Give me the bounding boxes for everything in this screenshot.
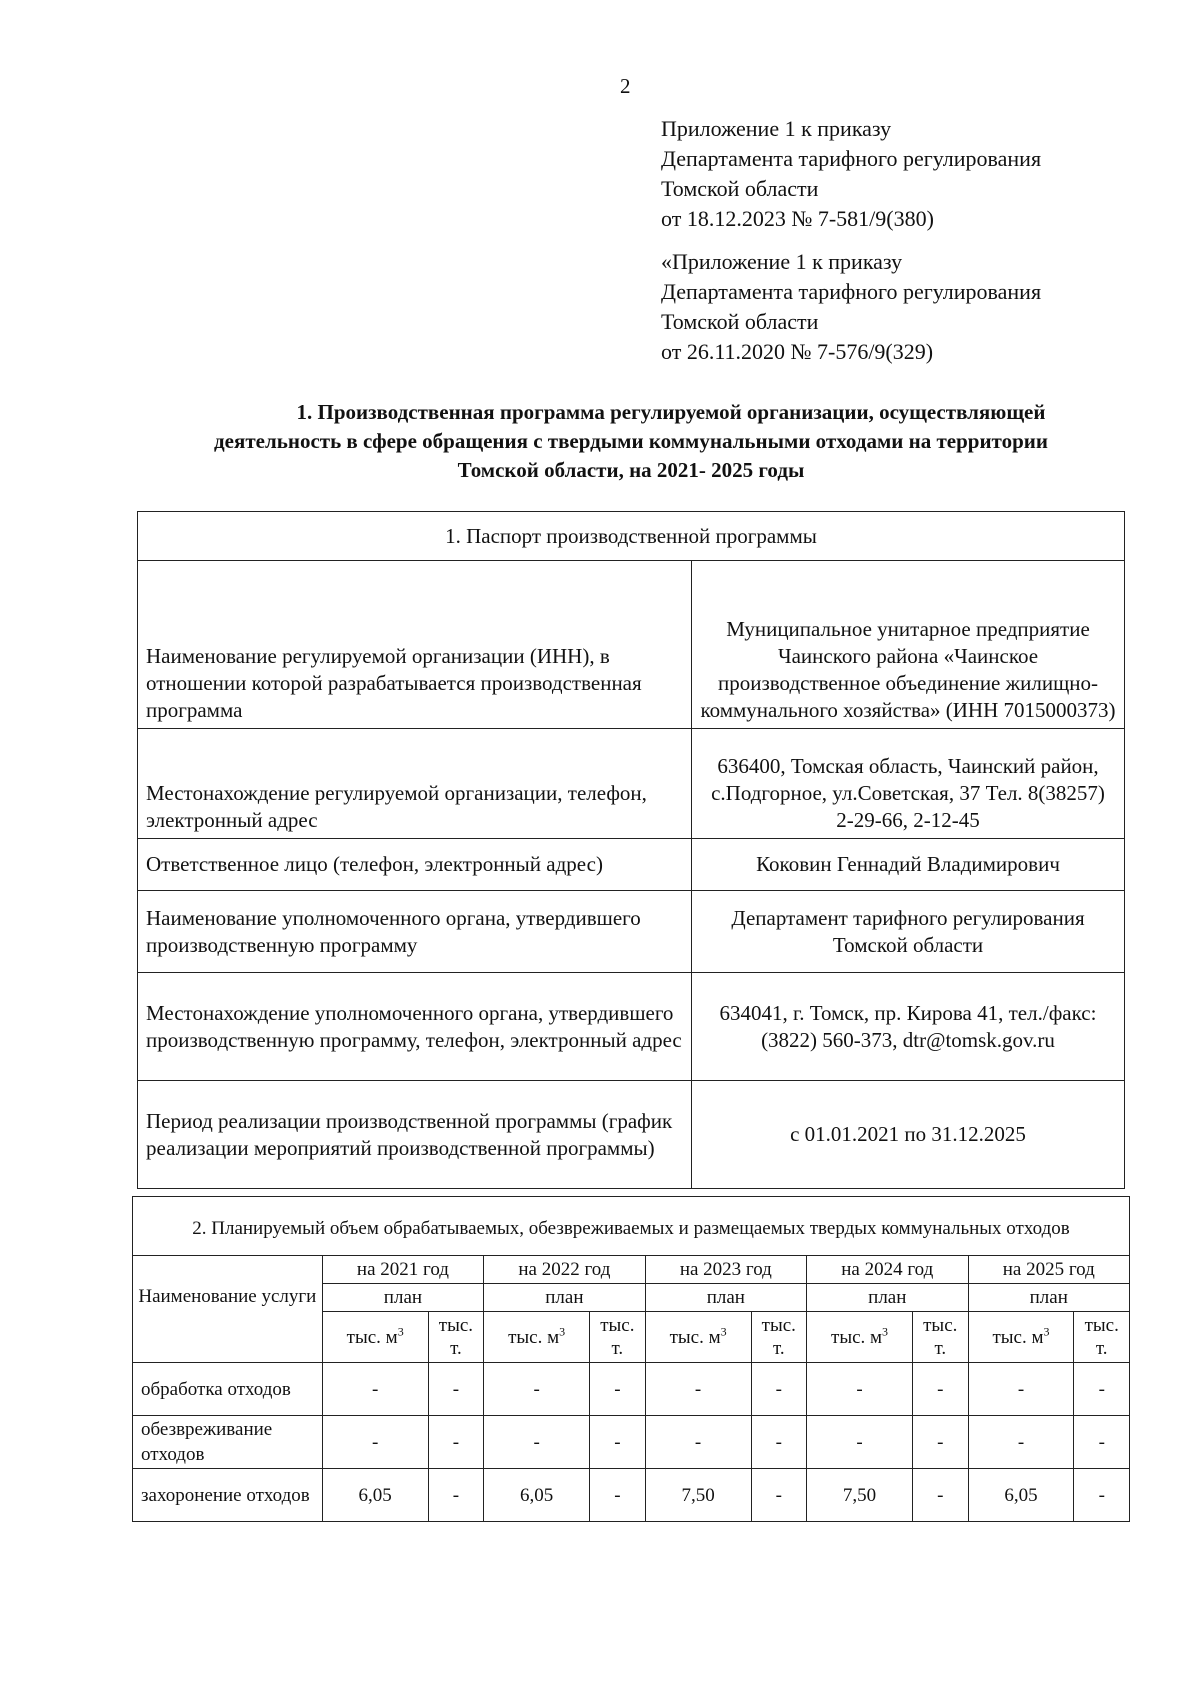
passport-header: 1. Паспорт производственной программы: [138, 512, 1125, 561]
volume-cell: -: [484, 1416, 590, 1469]
section-title-line: 1. Производственная программа регулируемой организации, осуществляющей: [296, 400, 1046, 424]
passport-label: Период реализации производственной программы (график реализации мероприятий производственной программы): [138, 1081, 692, 1189]
volume-cell: 6,05: [484, 1469, 590, 1522]
unit-header-m3: [484, 1312, 590, 1363]
section-title: [136, 398, 1126, 485]
appendix-line: Томской области: [661, 309, 819, 334]
plan-header: план: [645, 1284, 806, 1312]
unit-m3-superscript: 3: [720, 1324, 727, 1339]
unit-header-t: тыс. т.: [1074, 1312, 1130, 1363]
appendix-original-order: [661, 247, 1121, 367]
passport-row: [138, 891, 1125, 973]
volumes-table: [132, 1196, 1130, 1522]
passport-label: Местонахождение регулируемой организации, телефон, электронный адрес: [138, 729, 692, 839]
unit-m3-superscript: 3: [559, 1324, 566, 1339]
volume-cell: -: [751, 1469, 807, 1522]
unit-header-t: тыс. т.: [428, 1312, 484, 1363]
volume-cell: 6,05: [322, 1469, 428, 1522]
volume-cell: -: [1074, 1469, 1130, 1522]
appendix-line: Департамента тарифного регулирования: [661, 146, 1042, 171]
table-row: [133, 1469, 1130, 1522]
passport-label: Наименование регулируемой организации (ИНН), в отношении которой разрабатывается производственная программа: [138, 561, 692, 729]
appendix-line: от 26.11.2020 № 7-576/9(329): [661, 339, 934, 364]
unit-m3-superscript: 3: [397, 1324, 404, 1339]
unit-m3-label: тыс. м: [831, 1326, 883, 1348]
volume-cell: -: [322, 1363, 428, 1416]
passport-row: [138, 1081, 1125, 1189]
passport-row: [138, 561, 1125, 729]
appendix-line: от 18.12.2023 № 7-581/9(380): [661, 206, 934, 231]
volume-cell: 7,50: [645, 1469, 751, 1522]
year-header: на 2022 год: [484, 1256, 645, 1284]
service-name: обработка отходов: [133, 1363, 323, 1416]
year-header: на 2024 год: [807, 1256, 968, 1284]
passport-value: 634041, г. Томск, пр. Кирова 41, тел./факс: (3822) 560-373, dtr@tomsk.gov.ru: [692, 973, 1125, 1081]
volume-cell: -: [807, 1363, 913, 1416]
passport-table: [137, 511, 1125, 1189]
passport-row: [138, 729, 1125, 839]
passport-label: Наименование уполномоченного органа, утвердившего производственную программу: [138, 891, 692, 973]
volume-cell: 7,50: [807, 1469, 913, 1522]
unit-header-t: тыс. т.: [751, 1312, 807, 1363]
page-number: 2: [620, 74, 631, 98]
service-name-header: Наименование услуги: [133, 1256, 323, 1363]
plan-header: план: [807, 1284, 968, 1312]
service-name: обезвреживание отходов: [133, 1416, 323, 1469]
passport-row: [138, 839, 1125, 891]
appendix-line: «Приложение 1 к приказу: [661, 249, 903, 274]
passport-label: Ответственное лицо (телефон, электронный адрес): [138, 839, 692, 891]
volume-cell: -: [428, 1469, 484, 1522]
passport-value: с 01.01.2021 по 31.12.2025: [692, 1081, 1125, 1189]
unit-m3-label: тыс. м: [508, 1326, 560, 1348]
unit-header-t: тыс. т.: [913, 1312, 969, 1363]
year-header: на 2025 год: [968, 1256, 1129, 1284]
passport-value: 636400, Томская область, Чаинский район, с.Подгорное, ул.Советская, 37 Тел. 8(38257) 2-29-66, 2-12-45: [692, 729, 1125, 839]
year-header: на 2021 год: [322, 1256, 483, 1284]
volume-cell: -: [913, 1416, 969, 1469]
passport-value: Коковин Геннадий Владимирович: [692, 839, 1125, 891]
unit-header-m3: [322, 1312, 428, 1363]
volume-cell: -: [751, 1363, 807, 1416]
volume-cell: -: [968, 1363, 1074, 1416]
service-name: захоронение отходов: [133, 1469, 323, 1522]
section-title-line: Томской области, на 2021- 2025 годы: [457, 458, 805, 482]
volume-cell: -: [590, 1363, 646, 1416]
plan-header: план: [968, 1284, 1129, 1312]
appendix-line: Томской области: [661, 176, 819, 201]
year-header: на 2023 год: [645, 1256, 806, 1284]
appendix-line: Приложение 1 к приказу: [661, 116, 892, 141]
table-row: [133, 1416, 1130, 1469]
section-title-line: деятельность в сфере обращения с твердыми коммунальными отходами на территории: [214, 429, 1048, 453]
volume-cell: -: [913, 1363, 969, 1416]
volume-cell: -: [1074, 1416, 1130, 1469]
volume-cell: -: [590, 1416, 646, 1469]
unit-m3-label: тыс. м: [669, 1326, 721, 1348]
appendix-line: Департамента тарифного регулирования: [661, 279, 1042, 304]
volume-cell: -: [428, 1416, 484, 1469]
volume-cell: -: [1074, 1363, 1130, 1416]
passport-value: Департамент тарифного регулирования Томской области: [692, 891, 1125, 973]
unit-header-m3: [645, 1312, 751, 1363]
volumes-years-row: [133, 1256, 1130, 1284]
volume-cell: -: [428, 1363, 484, 1416]
volume-cell: -: [751, 1416, 807, 1469]
volume-cell: 6,05: [968, 1469, 1074, 1522]
unit-m3-superscript: 3: [882, 1324, 889, 1339]
volumes-title-row: [133, 1197, 1130, 1256]
unit-header-t: тыс. т.: [590, 1312, 646, 1363]
volume-cell: -: [807, 1416, 913, 1469]
volumes-title: 2. Планируемый объем обрабатываемых, обезвреживаемых и размещаемых твердых коммунальных отходов: [133, 1197, 1130, 1256]
volume-cell: -: [913, 1469, 969, 1522]
unit-m3-superscript: 3: [1043, 1324, 1050, 1339]
passport-value: Муниципальное унитарное предприятие Чаинского района «Чаинское производственное объединение жилищно-коммунального хозяйства» (ИНН 7015000373): [692, 561, 1125, 729]
appendix-current-order: [661, 114, 1121, 234]
volume-cell: -: [645, 1416, 751, 1469]
plan-header: план: [322, 1284, 483, 1312]
volume-cell: -: [645, 1363, 751, 1416]
table-row: [133, 1363, 1130, 1416]
volume-cell: -: [968, 1416, 1074, 1469]
plan-header: план: [484, 1284, 645, 1312]
passport-header-row: [138, 512, 1125, 561]
unit-header-m3: [807, 1312, 913, 1363]
volume-cell: -: [322, 1416, 428, 1469]
volume-cell: -: [484, 1363, 590, 1416]
unit-header-m3: [968, 1312, 1074, 1363]
unit-m3-label: тыс. м: [346, 1326, 398, 1348]
passport-row: [138, 973, 1125, 1081]
volume-cell: -: [590, 1469, 646, 1522]
passport-label: Местонахождение уполномоченного органа, утвердившего производственную программу, телефон, электронный адрес: [138, 973, 692, 1081]
unit-m3-label: тыс. м: [992, 1326, 1044, 1348]
